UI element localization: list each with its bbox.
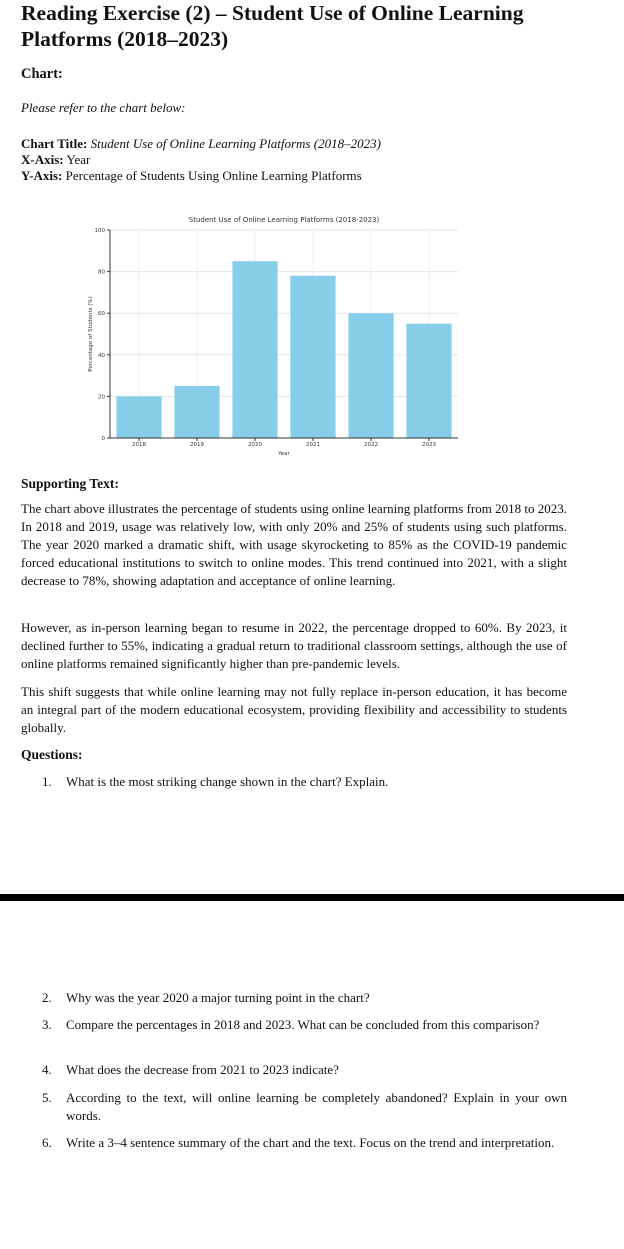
chart-title-line xyxy=(21,136,381,152)
y-axis-line xyxy=(21,168,362,184)
y-tick-label: 0 xyxy=(101,436,105,442)
question-number: 4. xyxy=(42,1062,52,1077)
question-item xyxy=(42,1089,567,1125)
x-tick-label: 2021 xyxy=(306,442,320,448)
question-item xyxy=(42,1134,567,1152)
supporting-paragraph-1: The chart above illustrates the percentage of students using online learning platforms from 2018 to 2023. In 2018 and 2019, usage was relatively low, with only 20% and 25% of students using such platforms. The year 2020 marked a dramatic shift, with usage skyrocketing to 85% as the COVID-19 pandemic forced educational institutions to switch to online modes. This trend continued into 2021, with a slight decrease to 78%, showing adaptation and acceptance of online learning. xyxy=(21,501,567,588)
y-axis-value: Percentage of Students Using Online Learning Platforms xyxy=(65,168,362,183)
chart-title-label: Chart Title: xyxy=(21,136,88,151)
chart-title-value: Student Use of Online Learning Platforms (2018–2023) xyxy=(90,136,381,151)
question-text: According to the text, will online learning be completely abandoned? Explain in your own words. xyxy=(66,1090,567,1123)
chart-heading: Chart: xyxy=(21,66,63,82)
page-2 xyxy=(0,900,624,1249)
x-tick-label: 2020 xyxy=(248,442,262,448)
question-item xyxy=(42,773,567,791)
page-title: Reading Exercise (2) – Student Use of Online Learning Platforms (2018–2023) xyxy=(21,1,524,51)
bar-2018 xyxy=(116,396,161,438)
question-number: 1. xyxy=(42,774,52,789)
question-text: What does the decrease from 2021 to 2023 indicate? xyxy=(66,1062,339,1077)
question-number: 2. xyxy=(42,990,52,1005)
supporting-text-heading: Supporting Text: xyxy=(21,476,119,491)
x-tick-label: 2019 xyxy=(190,442,204,448)
y-tick-label: 40 xyxy=(98,352,105,359)
question-text: Write a 3–4 sentence summary of the chart and the text. Focus on the trend and interpretation. xyxy=(66,1135,555,1150)
y-tick-label: 80 xyxy=(98,269,105,276)
y-tick-label: 60 xyxy=(98,311,105,318)
bar-2023 xyxy=(406,324,451,438)
x-tick-label: 2023 xyxy=(422,442,436,448)
supporting-paragraph-3: This shift suggests that while online learning may not fully replace in-person education, it has become an integral part of the modern educational ecosystem, providing flexibility and accessibility to students globally. xyxy=(21,684,567,735)
question-item xyxy=(42,1061,567,1079)
y-axis-title: Percentage of Students (%) xyxy=(88,296,94,372)
bar-2019 xyxy=(174,386,219,438)
question-text: Compare the percentages in 2018 and 2023. What can be concluded from this comparison? xyxy=(66,1017,540,1032)
x-tick-label: 2018 xyxy=(132,442,146,448)
supporting-paragraph-2: However, as in-person learning began to resume in 2022, the percentage dropped to 60%. By 2023, it declined further to 55%, indicating a gradual return to traditional classroom settings, although the use of online platforms remained significantly higher than pre-pandemic levels. xyxy=(21,620,567,671)
bar-2020 xyxy=(232,261,277,438)
x-tick-label: 2022 xyxy=(364,442,378,448)
chart-title: Student Use of Online Learning Platforms (2018-2023) xyxy=(188,216,380,224)
question-number: 6. xyxy=(42,1135,52,1150)
refer-text: Please refer to the chart below: xyxy=(21,100,186,115)
question-item xyxy=(42,1016,567,1034)
question-text: What is the most striking change shown in the chart? Explain. xyxy=(66,774,389,789)
bar-chart xyxy=(80,210,480,460)
x-axis-line xyxy=(21,152,90,168)
questions-heading: Questions: xyxy=(21,747,83,762)
y-tick-label: 100 xyxy=(94,228,105,234)
question-item xyxy=(42,989,567,1007)
question-number: 5. xyxy=(42,1090,52,1105)
y-tick-label: 20 xyxy=(98,394,105,401)
question-number: 3. xyxy=(42,1017,52,1032)
x-axis-value: Year xyxy=(66,152,91,167)
bar-2022 xyxy=(348,313,393,438)
x-axis-label: X-Axis: xyxy=(21,152,64,167)
question-text: Why was the year 2020 a major turning point in the chart? xyxy=(66,990,370,1005)
x-axis-title: Year xyxy=(278,451,290,457)
bar-2021 xyxy=(290,276,335,438)
y-axis-label: Y-Axis: xyxy=(21,168,63,183)
